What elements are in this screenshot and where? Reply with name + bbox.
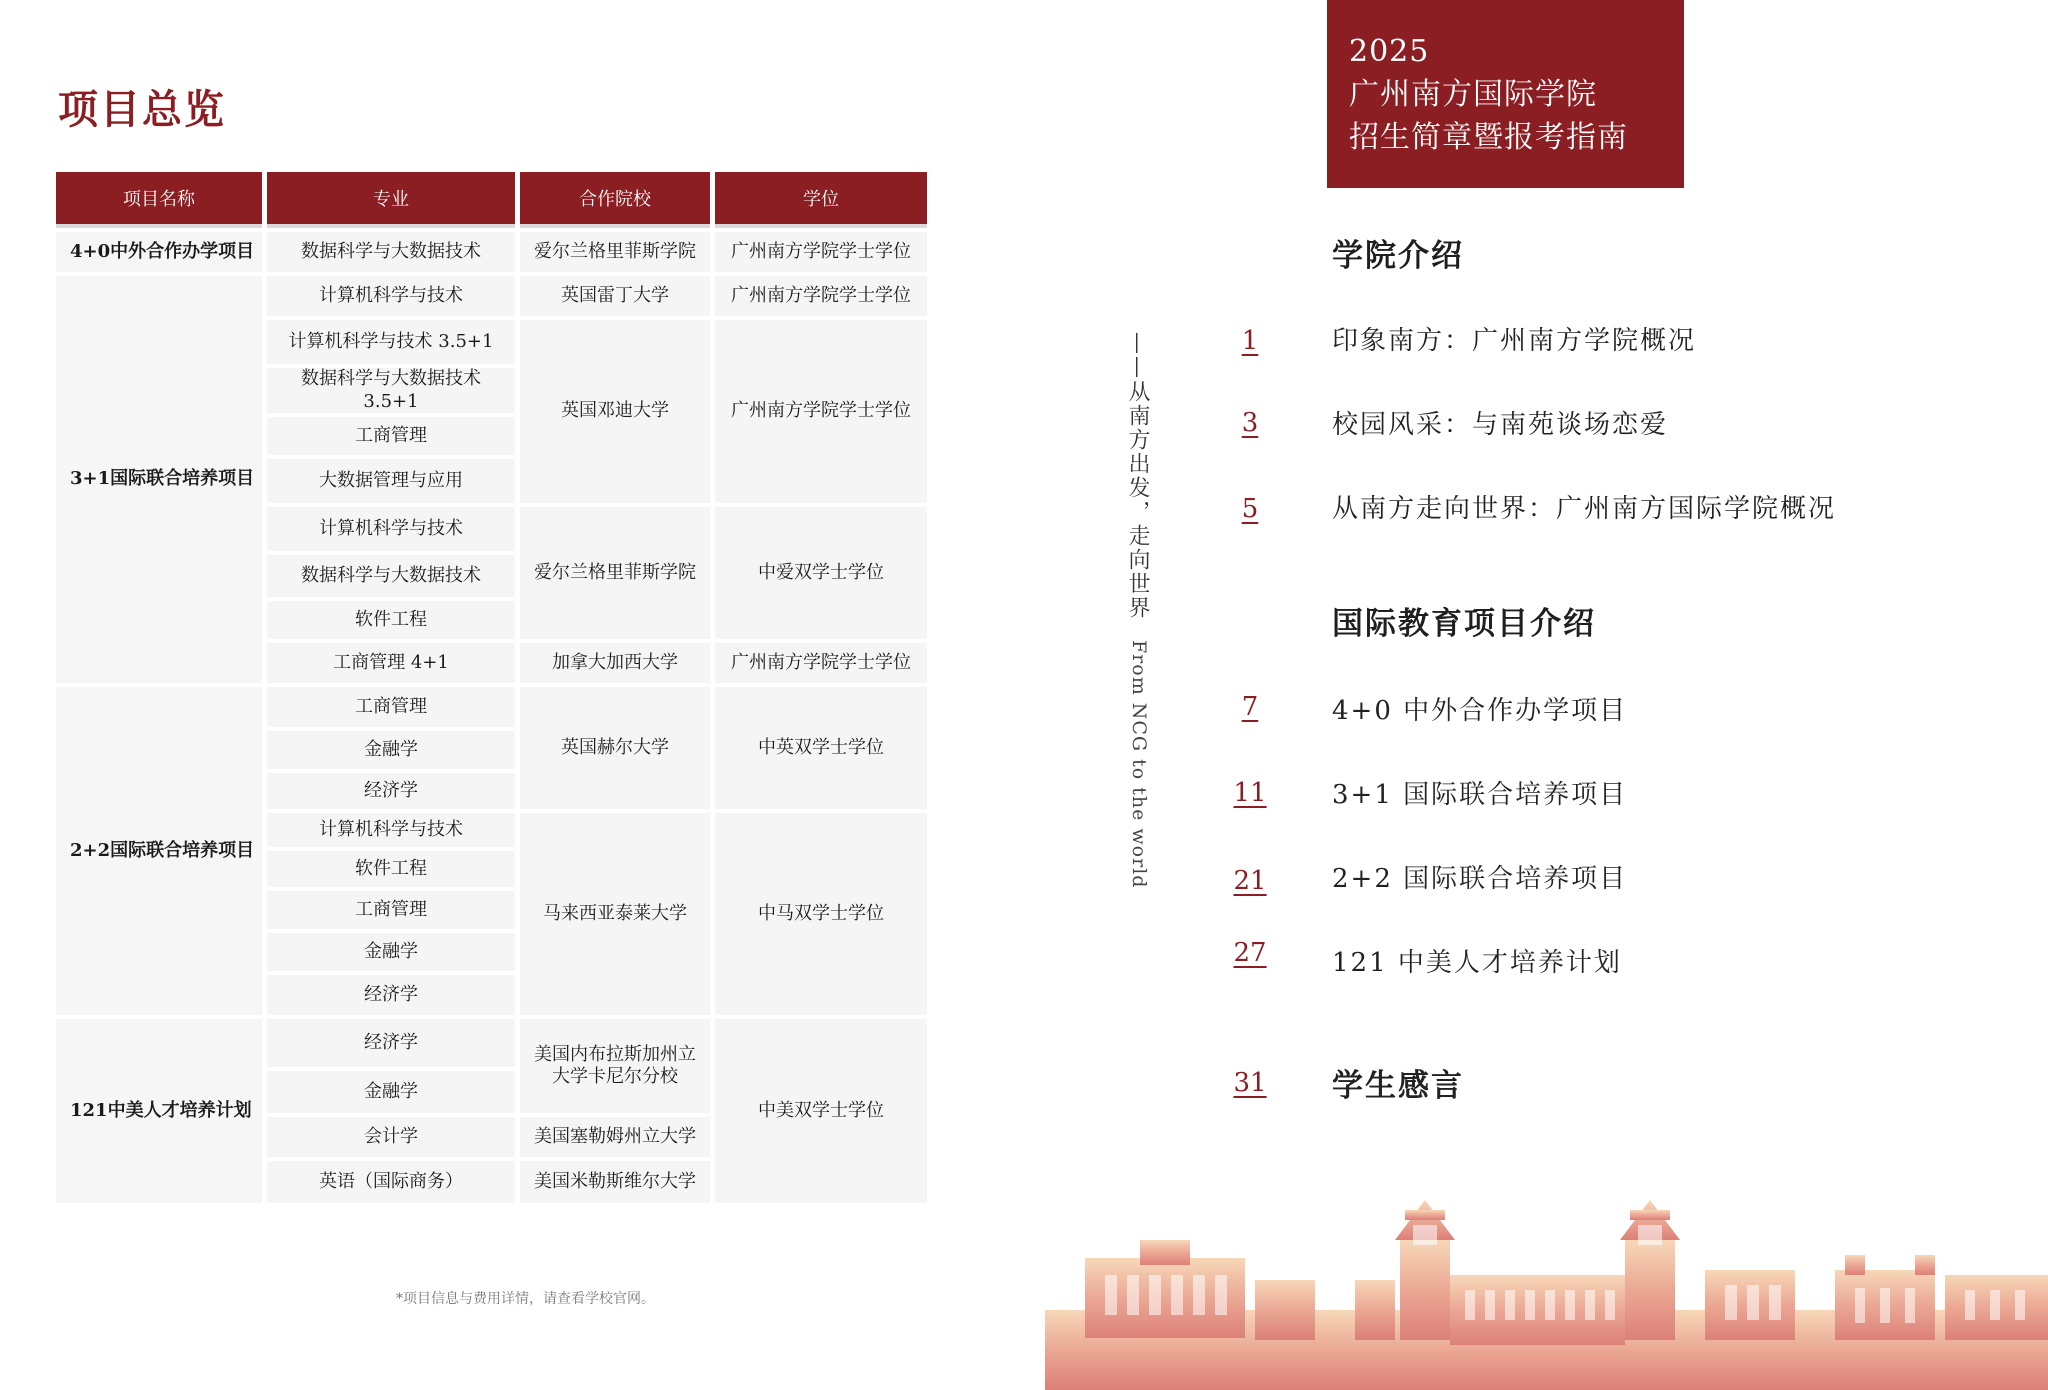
major-cell: 数据科学与大数据技术 <box>267 555 515 597</box>
partner-cell: 美国塞勒姆州立大学 <box>520 1117 710 1157</box>
column-header-major: 专业 <box>267 172 515 228</box>
major-cell: 工商管理 <box>267 687 515 727</box>
toc-entry-title[interactable]: 印象南方：广州南方学院概况 <box>1332 326 1697 356</box>
toc-entry-title[interactable]: 2+2 国际联合培养项目 <box>1332 864 1628 894</box>
major-cell: 工商管理 4+1 <box>267 643 515 683</box>
toc-section-heading: 国际教育项目介绍 <box>1332 606 1596 642</box>
toc-entry-title[interactable]: 学生感言 <box>1332 1068 1464 1104</box>
partner-cell: 英国赫尔大学 <box>520 687 710 809</box>
partner-cell: 加拿大加西大学 <box>520 643 710 683</box>
toc-page-number[interactable]: 31 <box>1233 1068 1267 1098</box>
program-cell: 4+0中外合作办学项目 <box>56 232 262 272</box>
page-title: 项目总览 <box>58 86 226 133</box>
major-cell: 金融学 <box>267 1071 515 1113</box>
table-row <box>56 687 927 727</box>
column-header-program: 项目名称 <box>56 172 262 228</box>
toc-page-number[interactable]: 11 <box>1233 778 1267 808</box>
degree-cell: 中马双学士学位 <box>715 813 927 1015</box>
program-cell: 121中美人才培养计划 <box>56 1019 262 1203</box>
major-cell: 计算机科学与技术 <box>267 507 515 551</box>
footnote: *项目信息与费用详情，请查看学校官网。 <box>396 1291 655 1307</box>
guide-school-name: 广州南方国际学院 <box>1349 77 1597 112</box>
degree-cell: 中爱双学士学位 <box>715 507 927 639</box>
toc-page-number[interactable]: 1 <box>1241 326 1259 356</box>
major-cell: 工商管理 <box>267 891 515 929</box>
toc-page-number[interactable]: 27 <box>1233 938 1267 968</box>
major-cell: 计算机科学与技术 <box>267 813 515 847</box>
guide-title-block <box>1327 0 1684 188</box>
major-cell: 软件工程 <box>267 851 515 887</box>
slogan-chinese: ——从南方出发，走向世界 <box>1125 332 1150 620</box>
toc-page-number[interactable]: 5 <box>1241 494 1259 524</box>
table-row <box>56 232 927 272</box>
major-cell: 计算机科学与技术 <box>267 276 515 316</box>
program-cell: 2+2国际联合培养项目 <box>56 687 262 1015</box>
table-row <box>56 1019 927 1067</box>
degree-cell: 广州南方学院学士学位 <box>715 276 927 316</box>
major-cell: 经济学 <box>267 773 515 809</box>
toc-entry-title[interactable]: 3+1 国际联合培养项目 <box>1332 780 1628 810</box>
major-cell: 数据科学与大数据技术 3.5+1 <box>267 368 515 413</box>
major-cell: 计算机科学与技术 3.5+1 <box>267 320 515 364</box>
column-header-degree: 学位 <box>715 172 927 228</box>
toc-entry-title[interactable]: 121 中美人才培养计划 <box>1332 948 1622 978</box>
major-cell: 大数据管理与应用 <box>267 459 515 503</box>
major-cell: 工商管理 <box>267 417 515 455</box>
toc-page-number[interactable]: 3 <box>1241 408 1259 438</box>
guide-subtitle: 招生简章暨报考指南 <box>1349 120 1628 155</box>
table-header-row <box>56 172 927 228</box>
major-cell: 经济学 <box>267 1019 515 1067</box>
toc-section-heading: 学院介绍 <box>1332 238 1464 274</box>
degree-cell: 中英双学士学位 <box>715 687 927 809</box>
major-cell: 金融学 <box>267 731 515 769</box>
partner-cell: 爱尔兰格里菲斯学院 <box>520 232 710 272</box>
campus-skyline-illustration <box>1045 1180 2048 1390</box>
partner-cell: 美国内布拉斯加州立大学卡尼尔分校 <box>520 1019 710 1113</box>
degree-cell: 广州南方学院学士学位 <box>715 643 927 683</box>
toc-page-number[interactable]: 21 <box>1233 866 1267 896</box>
partner-cell: 美国米勒斯维尔大学 <box>520 1161 710 1203</box>
partner-cell: 马来西亚泰莱大学 <box>520 813 710 1015</box>
degree-cell: 广州南方学院学士学位 <box>715 320 927 503</box>
program-cell: 3+1国际联合培养项目 <box>56 276 262 683</box>
degree-cell: 广州南方学院学士学位 <box>715 232 927 272</box>
major-cell: 数据科学与大数据技术 <box>267 232 515 272</box>
partner-cell: 爱尔兰格里菲斯学院 <box>520 507 710 639</box>
table-row <box>56 276 927 316</box>
partner-cell: 英国邓迪大学 <box>520 320 710 503</box>
major-cell: 软件工程 <box>267 601 515 639</box>
major-cell: 金融学 <box>267 933 515 971</box>
column-header-partner: 合作院校 <box>520 172 710 228</box>
toc-page-number[interactable]: 7 <box>1241 692 1259 722</box>
toc-entry-title[interactable]: 从南方走向世界：广州南方国际学院概况 <box>1332 494 1837 524</box>
major-cell: 会计学 <box>267 1117 515 1157</box>
guide-year: 2025 <box>1349 34 1430 69</box>
major-cell: 英语（国际商务） <box>267 1161 515 1203</box>
program-overview-table <box>51 168 932 1207</box>
degree-cell: 中美双学士学位 <box>715 1019 927 1203</box>
toc-entry-title[interactable]: 4+0 中外合作办学项目 <box>1332 696 1628 726</box>
toc-entry-title[interactable]: 校园风采：与南苑谈场恋爱 <box>1332 410 1669 440</box>
partner-cell: 英国雷丁大学 <box>520 276 710 316</box>
major-cell: 经济学 <box>267 975 515 1015</box>
slogan-english: From NCG to the world <box>1128 640 1150 889</box>
